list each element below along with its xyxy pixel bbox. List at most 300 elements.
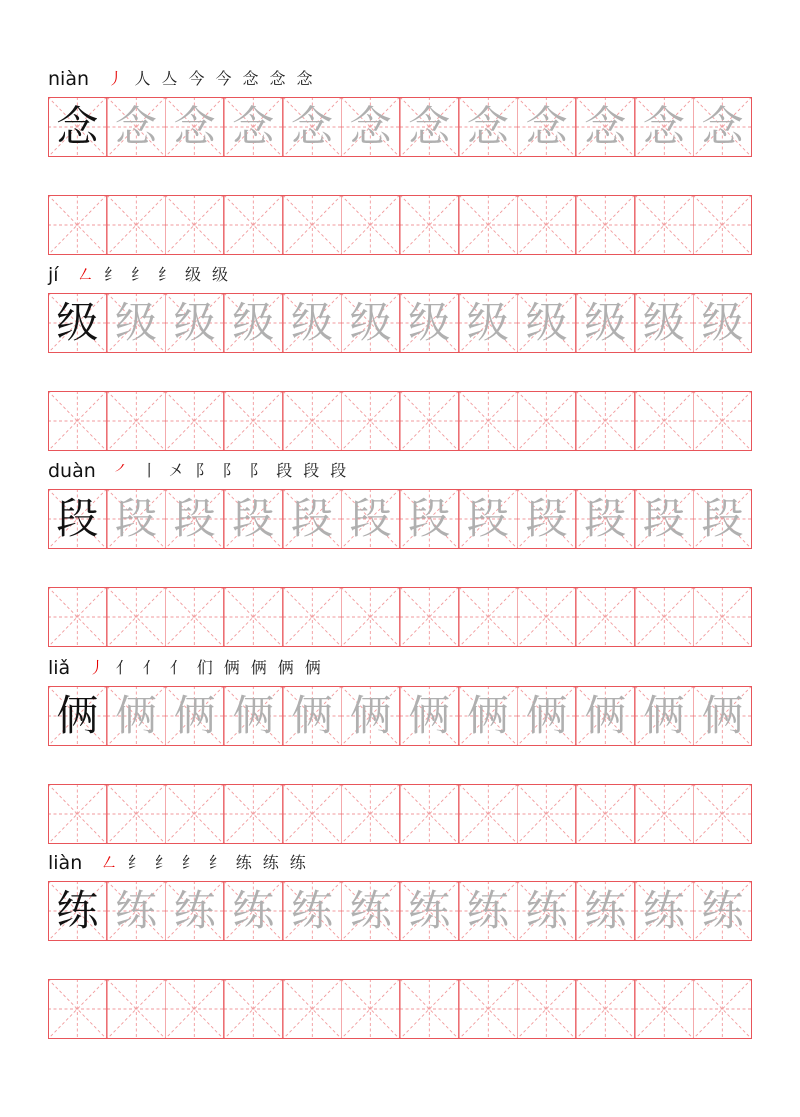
mi-grid-cell[interactable] <box>576 195 635 255</box>
mi-grid-guides <box>400 195 459 255</box>
mi-grid-guides <box>165 784 224 844</box>
mi-grid-cell[interactable] <box>283 195 342 255</box>
trace-character: 念 <box>584 102 627 151</box>
mi-grid-cell[interactable] <box>459 293 518 353</box>
mi-grid-cell[interactable] <box>693 587 752 647</box>
stroke-step: 念 <box>242 69 259 88</box>
character-header <box>48 264 231 286</box>
stroke-step: 今 <box>215 69 232 88</box>
mi-grid-guides <box>693 587 752 647</box>
mi-grid-guides <box>693 784 752 844</box>
trace-character: 俩 <box>232 691 275 740</box>
trace-character: 练 <box>642 886 685 935</box>
trace-character: 练 <box>114 886 157 935</box>
mi-grid-cell[interactable] <box>48 686 107 746</box>
mi-grid-cell[interactable] <box>517 881 576 941</box>
mi-grid-guides <box>517 391 576 451</box>
stroke-step: 俩 <box>223 658 240 677</box>
mi-grid-guides <box>48 784 107 844</box>
stroke-step: 人 <box>134 69 151 88</box>
mi-grid-guides <box>576 979 635 1039</box>
stroke-step: 段 <box>276 461 293 480</box>
mi-grid-guides <box>283 784 342 844</box>
mi-grid-cell[interactable] <box>400 979 459 1039</box>
mi-grid-cell[interactable] <box>283 293 342 353</box>
mi-grid-cell[interactable] <box>400 587 459 647</box>
mi-grid-cell[interactable] <box>224 489 283 549</box>
mi-grid-guides <box>107 195 166 255</box>
mi-grid-cell[interactable] <box>224 195 283 255</box>
mi-grid-guides <box>107 979 166 1039</box>
mi-grid-guides <box>341 195 400 255</box>
stroke-step: 纟 <box>127 853 144 872</box>
trace-character: 段 <box>584 494 627 543</box>
mi-grid-cell[interactable] <box>341 881 400 941</box>
trace-character: 段 <box>173 494 216 543</box>
mi-grid-cell[interactable] <box>224 587 283 647</box>
mi-grid-cell[interactable] <box>400 195 459 255</box>
mi-grid-cell[interactable] <box>283 881 342 941</box>
mi-grid-cell[interactable] <box>576 293 635 353</box>
mi-grid-cell[interactable] <box>165 784 224 844</box>
stroke-step: 纟 <box>158 265 175 284</box>
mi-grid-cell[interactable] <box>165 97 224 157</box>
mi-grid-cell[interactable] <box>283 587 342 647</box>
mi-grid-cell[interactable] <box>693 686 752 746</box>
mi-grid-cell[interactable] <box>48 195 107 255</box>
stroke-step: 亼 <box>161 69 178 88</box>
mi-grid-guides <box>400 979 459 1039</box>
mi-grid-cell[interactable] <box>517 195 576 255</box>
mi-grid-cell[interactable] <box>107 489 166 549</box>
mi-grid-cell[interactable] <box>517 979 576 1039</box>
trace-character: 俩 <box>173 691 216 740</box>
mi-grid-guides <box>635 587 694 647</box>
mi-grid-cell[interactable] <box>693 784 752 844</box>
mi-grid-cell[interactable] <box>283 784 342 844</box>
stroke-step: ㇜ <box>100 853 117 872</box>
mi-grid-cell[interactable] <box>107 784 166 844</box>
model-character: 段 <box>56 494 99 543</box>
mi-grid-cell[interactable] <box>48 97 107 157</box>
mi-grid-cell[interactable] <box>341 686 400 746</box>
mi-grid-cell[interactable] <box>459 686 518 746</box>
mi-grid-cell[interactable] <box>576 784 635 844</box>
mi-grid-cell[interactable] <box>459 195 518 255</box>
trace-character: 练 <box>232 886 275 935</box>
stroke-step: 阝 <box>195 461 212 480</box>
trace-row <box>48 881 752 941</box>
mi-grid-guides <box>283 587 342 647</box>
mi-grid-cell[interactable] <box>635 97 694 157</box>
mi-grid-guides <box>283 979 342 1039</box>
mi-grid-cell[interactable] <box>576 97 635 157</box>
mi-grid-guides <box>693 391 752 451</box>
mi-grid-cell[interactable] <box>224 97 283 157</box>
mi-grid-guides <box>576 587 635 647</box>
stroke-order <box>98 852 308 874</box>
pinyin-label: duàn <box>48 460 96 482</box>
mi-grid-cell[interactable] <box>517 391 576 451</box>
mi-grid-cell[interactable] <box>165 195 224 255</box>
character-block <box>48 460 752 650</box>
mi-grid-guides <box>107 391 166 451</box>
trace-character: 俩 <box>408 691 451 740</box>
mi-grid-cell[interactable] <box>341 195 400 255</box>
mi-grid-cell[interactable] <box>48 784 107 844</box>
mi-grid-cell[interactable] <box>459 881 518 941</box>
character-block <box>48 657 752 847</box>
character-block <box>48 852 752 1042</box>
mi-grid-cell[interactable] <box>517 293 576 353</box>
stroke-step: 俩 <box>250 658 267 677</box>
stroke-order <box>86 657 323 679</box>
stroke-step: ㇜ <box>77 265 94 284</box>
stroke-step: 俩 <box>277 658 294 677</box>
mi-grid-cell[interactable] <box>635 195 694 255</box>
mi-grid-cell[interactable] <box>107 881 166 941</box>
mi-grid-cell[interactable] <box>693 979 752 1039</box>
mi-grid-cell[interactable] <box>283 97 342 157</box>
stroke-step: 级 <box>185 265 202 284</box>
trace-character: 级 <box>290 298 333 347</box>
mi-grid-guides <box>576 195 635 255</box>
mi-grid-cell[interactable] <box>517 489 576 549</box>
mi-grid-cell[interactable] <box>107 979 166 1039</box>
trace-character: 念 <box>290 102 333 151</box>
trace-character: 练 <box>584 886 627 935</box>
trace-character: 念 <box>173 102 216 151</box>
mi-grid-cell[interactable] <box>693 195 752 255</box>
trace-character: 念 <box>642 102 685 151</box>
stroke-step: ㇒ <box>114 461 131 480</box>
mi-grid-guides <box>224 391 283 451</box>
model-character: 练 <box>56 886 99 935</box>
trace-character: 念 <box>701 102 744 151</box>
trace-character: 级 <box>232 298 275 347</box>
mi-grid-cell[interactable] <box>283 686 342 746</box>
stroke-step: 亻 <box>115 658 132 677</box>
mi-grid-cell[interactable] <box>224 686 283 746</box>
mi-grid-cell[interactable] <box>48 587 107 647</box>
model-character: 俩 <box>56 691 99 740</box>
trace-character: 俩 <box>114 691 157 740</box>
trace-character: 级 <box>349 298 392 347</box>
stroke-step: 念 <box>269 69 286 88</box>
mi-grid-cell[interactable] <box>107 686 166 746</box>
trace-character: 段 <box>232 494 275 543</box>
trace-character: 段 <box>290 494 333 543</box>
mi-grid-guides <box>517 784 576 844</box>
blank-practice-row <box>48 784 752 844</box>
mi-grid-cell[interactable] <box>517 97 576 157</box>
mi-grid-guides <box>693 979 752 1039</box>
mi-grid-cell[interactable] <box>400 97 459 157</box>
stroke-step: 丿 <box>107 69 124 88</box>
stroke-step: 亻 <box>169 658 186 677</box>
mi-grid-cell[interactable] <box>107 293 166 353</box>
character-header <box>48 852 308 874</box>
mi-grid-guides <box>400 784 459 844</box>
stroke-step: 俩 <box>304 658 321 677</box>
mi-grid-cell[interactable] <box>693 489 752 549</box>
stroke-order <box>75 264 231 286</box>
mi-grid-cell[interactable] <box>517 587 576 647</box>
mi-grid-cell[interactable] <box>48 293 107 353</box>
trace-character: 段 <box>114 494 157 543</box>
mi-grid-guides <box>459 979 518 1039</box>
mi-grid-cell[interactable] <box>459 97 518 157</box>
mi-grid-cell[interactable] <box>165 686 224 746</box>
mi-grid-cell[interactable] <box>576 881 635 941</box>
stroke-step: 纟 <box>154 853 171 872</box>
mi-grid-cell[interactable] <box>341 97 400 157</box>
mi-grid-guides <box>517 195 576 255</box>
mi-grid-cell[interactable] <box>576 391 635 451</box>
mi-grid-cell[interactable] <box>635 686 694 746</box>
mi-grid-cell[interactable] <box>107 97 166 157</box>
mi-grid-guides <box>693 195 752 255</box>
mi-grid-cell[interactable] <box>165 881 224 941</box>
mi-grid-guides <box>165 587 224 647</box>
stroke-step: 亻 <box>142 658 159 677</box>
mi-grid-cell[interactable] <box>283 489 342 549</box>
trace-character: 段 <box>525 494 568 543</box>
mi-grid-cell[interactable] <box>283 979 342 1039</box>
pinyin-label: niàn <box>48 68 90 90</box>
mi-grid-cell[interactable] <box>341 784 400 844</box>
trace-character: 段 <box>701 494 744 543</box>
model-character: 念 <box>56 102 99 151</box>
model-character: 级 <box>56 298 99 347</box>
mi-grid-guides <box>341 979 400 1039</box>
mi-grid-guides <box>165 195 224 255</box>
stroke-step: 㐅 <box>168 461 185 480</box>
stroke-step: 阝 <box>249 461 266 480</box>
mi-grid-cell[interactable] <box>635 784 694 844</box>
mi-grid-cell[interactable] <box>459 391 518 451</box>
blank-practice-row <box>48 195 752 255</box>
mi-grid-cell[interactable] <box>224 293 283 353</box>
character-header <box>48 460 349 482</box>
trace-row <box>48 293 752 353</box>
mi-grid-cell[interactable] <box>693 97 752 157</box>
mi-grid-cell[interactable] <box>48 391 107 451</box>
mi-grid-guides <box>283 391 342 451</box>
mi-grid-guides <box>459 587 518 647</box>
mi-grid-cell[interactable] <box>576 686 635 746</box>
mi-grid-cell[interactable] <box>165 293 224 353</box>
stroke-step: 段 <box>303 461 320 480</box>
mi-grid-cell[interactable] <box>400 489 459 549</box>
mi-grid-cell[interactable] <box>48 979 107 1039</box>
mi-grid-cell[interactable] <box>107 195 166 255</box>
trace-character: 练 <box>290 886 333 935</box>
mi-grid-cell[interactable] <box>635 587 694 647</box>
mi-grid-cell[interactable] <box>400 784 459 844</box>
mi-grid-cell[interactable] <box>693 881 752 941</box>
mi-grid-cell[interactable] <box>341 391 400 451</box>
stroke-step: 纟 <box>208 853 225 872</box>
mi-grid-guides <box>341 587 400 647</box>
mi-grid-cell[interactable] <box>517 686 576 746</box>
trace-row <box>48 489 752 549</box>
mi-grid-cell[interactable] <box>576 979 635 1039</box>
mi-grid-guides <box>341 391 400 451</box>
mi-grid-guides <box>165 979 224 1039</box>
trace-character: 段 <box>408 494 451 543</box>
character-block <box>48 68 752 258</box>
mi-grid-guides <box>635 784 694 844</box>
trace-character: 俩 <box>349 691 392 740</box>
blank-practice-row <box>48 587 752 647</box>
trace-character: 级 <box>466 298 509 347</box>
mi-grid-cell[interactable] <box>400 293 459 353</box>
mi-grid-guides <box>517 979 576 1039</box>
stroke-step: 纟 <box>131 265 148 284</box>
stroke-step: 今 <box>188 69 205 88</box>
trace-character: 段 <box>349 494 392 543</box>
mi-grid-cell[interactable] <box>107 587 166 647</box>
trace-character: 级 <box>642 298 685 347</box>
pinyin-label: liàn <box>48 852 83 874</box>
mi-grid-cell[interactable] <box>635 489 694 549</box>
blank-practice-row <box>48 979 752 1039</box>
mi-grid-cell[interactable] <box>459 784 518 844</box>
mi-grid-cell[interactable] <box>576 587 635 647</box>
mi-grid-guides <box>224 784 283 844</box>
trace-row <box>48 686 752 746</box>
mi-grid-cell[interactable] <box>48 881 107 941</box>
trace-character: 练 <box>408 886 451 935</box>
stroke-step: 丿 <box>88 658 105 677</box>
mi-grid-guides <box>517 587 576 647</box>
mi-grid-guides <box>48 195 107 255</box>
mi-grid-cell[interactable] <box>459 979 518 1039</box>
stroke-step: 段 <box>330 461 347 480</box>
trace-character: 级 <box>408 298 451 347</box>
mi-grid-guides <box>400 391 459 451</box>
pinyin-label: jí <box>48 264 59 286</box>
mi-grid-cell[interactable] <box>576 489 635 549</box>
mi-grid-guides <box>224 587 283 647</box>
mi-grid-cell[interactable] <box>400 391 459 451</box>
trace-character: 练 <box>525 886 568 935</box>
trace-character: 俩 <box>466 691 509 740</box>
trace-character: 俩 <box>525 691 568 740</box>
trace-character: 练 <box>173 886 216 935</box>
mi-grid-cell[interactable] <box>165 489 224 549</box>
mi-grid-guides <box>459 391 518 451</box>
mi-grid-cell[interactable] <box>224 979 283 1039</box>
stroke-step: 纟 <box>104 265 121 284</box>
trace-character: 级 <box>114 298 157 347</box>
mi-grid-cell[interactable] <box>224 881 283 941</box>
stroke-step: 念 <box>296 69 313 88</box>
mi-grid-guides <box>224 195 283 255</box>
mi-grid-cell[interactable] <box>165 587 224 647</box>
mi-grid-cell[interactable] <box>693 391 752 451</box>
mi-grid-guides <box>48 979 107 1039</box>
mi-grid-cell[interactable] <box>459 489 518 549</box>
mi-grid-guides <box>107 587 166 647</box>
mi-grid-guides <box>459 195 518 255</box>
trace-character: 级 <box>525 298 568 347</box>
mi-grid-guides <box>48 391 107 451</box>
trace-character: 练 <box>466 886 509 935</box>
pinyin-label: liǎ <box>48 657 71 679</box>
mi-grid-cell[interactable] <box>459 587 518 647</box>
mi-grid-cell[interactable] <box>165 391 224 451</box>
mi-grid-cell[interactable] <box>341 587 400 647</box>
mi-grid-guides <box>283 195 342 255</box>
mi-grid-cell[interactable] <box>283 391 342 451</box>
trace-character: 段 <box>466 494 509 543</box>
mi-grid-cell[interactable] <box>635 391 694 451</box>
trace-character: 念 <box>408 102 451 151</box>
mi-grid-cell[interactable] <box>693 293 752 353</box>
trace-character: 俩 <box>290 691 333 740</box>
stroke-order <box>105 68 315 90</box>
stroke-step: 练 <box>262 853 279 872</box>
mi-grid-guides <box>400 587 459 647</box>
blank-practice-row <box>48 391 752 451</box>
mi-grid-cell[interactable] <box>224 391 283 451</box>
mi-grid-cell[interactable] <box>165 979 224 1039</box>
mi-grid-cell[interactable] <box>224 784 283 844</box>
stroke-step: 们 <box>196 658 213 677</box>
stroke-step: 练 <box>289 853 306 872</box>
trace-character: 念 <box>349 102 392 151</box>
trace-character: 念 <box>232 102 275 151</box>
mi-grid-cell[interactable] <box>341 489 400 549</box>
character-header <box>48 68 315 90</box>
mi-grid-guides <box>341 784 400 844</box>
trace-character: 俩 <box>642 691 685 740</box>
mi-grid-guides <box>576 784 635 844</box>
trace-character: 俩 <box>701 691 744 740</box>
trace-character: 念 <box>114 102 157 151</box>
mi-grid-cell[interactable] <box>341 979 400 1039</box>
trace-character: 练 <box>349 886 392 935</box>
mi-grid-cell[interactable] <box>517 784 576 844</box>
trace-character: 级 <box>173 298 216 347</box>
mi-grid-guides <box>48 587 107 647</box>
mi-grid-cell[interactable] <box>400 686 459 746</box>
stroke-step: 练 <box>235 853 252 872</box>
mi-grid-guides <box>107 784 166 844</box>
character-header <box>48 657 323 679</box>
mi-grid-cell[interactable] <box>635 979 694 1039</box>
mi-grid-cell[interactable] <box>341 293 400 353</box>
trace-character: 级 <box>701 298 744 347</box>
stroke-step: 纟 <box>181 853 198 872</box>
stroke-step: 阝 <box>222 461 239 480</box>
trace-character: 俩 <box>584 691 627 740</box>
mi-grid-guides <box>635 195 694 255</box>
mi-grid-cell[interactable] <box>107 391 166 451</box>
mi-grid-guides <box>459 784 518 844</box>
stroke-order <box>112 460 349 482</box>
mi-grid-guides <box>224 979 283 1039</box>
mi-grid-guides <box>635 979 694 1039</box>
mi-grid-cell[interactable] <box>48 489 107 549</box>
trace-character: 念 <box>525 102 568 151</box>
trace-row <box>48 97 752 157</box>
mi-grid-cell[interactable] <box>400 881 459 941</box>
mi-grid-cell[interactable] <box>635 293 694 353</box>
mi-grid-cell[interactable] <box>635 881 694 941</box>
